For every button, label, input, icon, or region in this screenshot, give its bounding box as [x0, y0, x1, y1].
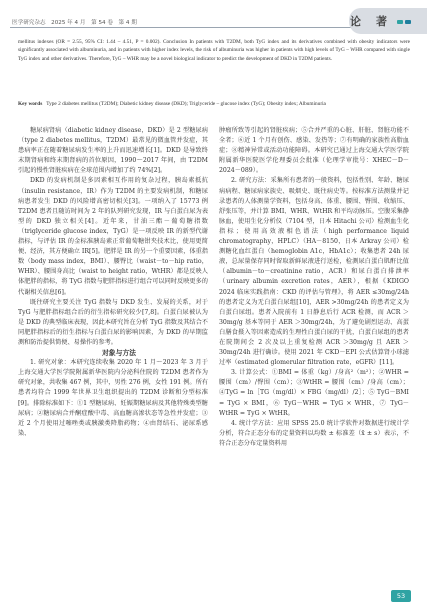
running-header: [10, 8, 417, 28]
paragraph: DKD 的发病机制是多因素相互作用的复杂过程，胰岛素抵抗（insulin resistance，IR）作为 T2DM 的主要发病机制，和糖尿病患者发生 DKD 的风险增高密切相关[3]。一项纳入了 15773 例 T2DM 患者且随访时间为 2 年的队列研究发现，IR 与白蛋白尿为表型的 DKD 独立相关[4]。近年来，甘油三酯－葡萄糖指数（triglyceride glucose index，TyG）是一项反映 IR 的新型代谢指标，与评估 IR 的金标准胰岛素正常葡萄糖钳夹技术比，使用更简便、经济，其方便确立 IR[5]。肥胖是 IR 的另一个重要因素，体重指数（body mass index，BMI）、腰臀比（waist－to－hip ratio，WHR）、腰围身高比（waist to height ratio，WtHR）都是反映人体肥胖的指标，将 TyG 指数与肥胖指标进行组合可以同时反映更多的代谢相关信息[6]。: [18, 177, 208, 296]
paragraph: 既往研究主要关注 TyG 指数与 DKD 发生、发展的关系，对于 TyG 与肥胖指标组合后的衍生指标研究较少[7,8]。白蛋白尿被认为是 DKD 的典型临床表现，因此本研究旨在分析 TyG 指数及其结合不同肥胖指标后的衍生指标与白蛋白尿的影响因素，为 DKD 的早期监测和防治提供简便、易操作的参考。: [18, 298, 208, 346]
paragraph: 4. 统计学方法：应用 SPSS 25.0 统计学软件对数据进行统计学分析，符合正态分布的定量资料以均数 ± 标准差（x̄ ± s）表示，不符合正态分布定量资料用: [219, 419, 409, 447]
paragraph: 2. 研究方法：采集所有患者的一般资料，包括性别、年龄、糖尿病病程、糖尿病家族史、吸烟史、既往病史等。按标准方法测量并记录患者的人体测量学资料，包括身高、体重、腰围、臀围、收缩压、舒张压等，并计算 BMI、WHR、WtHR 和平均动脉压。空腹采集静脉血，使用生化分析仪（7104 型，日本 Hitachi 公司）检测血生化指标；使用高效液相色谱法（high performance liquid chromatography，HPLC）（HA－8150，日本 Arkray 公司）检测糖化血红蛋白（hemoglobin A1c，HbA1c）；收集患者 24h 尿液，总尿量保存同时留取新鲜尿液进行送检，检测尿白蛋白肌酐比值（albumin－to－creatinine ratio，ACR）和尿白蛋白排泄率（urinary albumin excretion rates，AER），根据《KDIGO 2024 临床实践指南：CKD 的评估与管理》，将 AER ≤30mg/24h 的患者定义为无白蛋白尿组[10]，AER >30mg/24h 的患者定义为白蛋白尿组。患者入院前有 1 日静息后行 ACR 检测，而 ACR ＞30mg/g 基本等同于 AER ＞30mg/24h，为了避免剧烈运动、高蛋白膳食摄入等因素造成的生理性白蛋白尿的干扰，白蛋白尿组的患者在院期间会 2 次及以上重复检测 ACR ＞30mg/g 且 AER ＞30mg/24h 进行确诊。使用 2021 年 CKD－EPI 公式估算肾小球滤过率（estimated glomerular filtration rate，eGFR）[11]。: [219, 177, 409, 367]
page-number: 53: [391, 590, 411, 602]
section-heading: 对象与方法: [102, 349, 136, 358]
keywords-text: Type 2 diabetes mellitus (T2DM); Diabetic kidney disease (DKD); Triglyceride – glucose index (TyG); Obesity index; Albuminuria: [46, 101, 326, 107]
english-abstract: [18, 38, 410, 63]
paragraph: 肿瘤所致等引起的肾脏疾病；⑤合并严重的心脏、肝脏、肾脏功能不全者；⑥近 1 个月有创伤、感染、发热等；⑦有明确的家族性高脂血症；⑧精神异常或活动功能障碍。本研究已通过上海交通大学医学院附属新华医院医学伦理委员会批准（伦理学审批号：XHEC－D－2024－089）。: [219, 127, 409, 175]
journal-info: 医学研究杂志 2025 年 4 月 第 54 卷 第 4 期: [12, 20, 137, 26]
formula-paragraph: 3. 计算公式：①BMI = 体重（kg）/身高²（m²）；②WHR = 腰围（cm）/臀围（cm）；③WtHR = 腰围（cm）/身高（cm）；④TyG = ln［TG（mg/dl）× FBG（mg/dl）/2］；⑤ TyG－BMI = TyG × BMI，⑥ TyG－WHR = TyG × WHR，⑦ TyG－WtHR = TyG × WtHR。: [219, 369, 409, 417]
paragraph: 糖尿病肾病（diabetic kidney disease，DKD）是 2 型糖尿病（type 2 diabetes mellitus，T2DM）最常见的微血管并发症，其患病率正在随着糖尿病发生率的上升而迅速增长[1]。DKD 是导致终末期肾病和终末期肾病的首位原因，1990～2017 年间，由 T2DM 引起的慢性肾脏疾病在全球范围内增加了约 74%[2]。: [18, 127, 208, 175]
paragraph: 1. 研究对象：本研究连续收集 2020 年 1 月～2023 年 3 月于上海交通大学医学院附属新华医院内分泌科住院的 T2DM 患者作为研究对象，共收集 467 例，其中，男性 276 例，女性 191 例。所有患者均符合 1999 年世界卫生组织提出的 T2DM 诊断和分型标准[9]。排除标准如下：①1 型糖尿病、妊娠期糖尿病及其他特殊类型糖尿病；②糖尿病合并酮症酸中毒、高血糖高渗状态等急性并发症；③近 2 个月使用过噻唑类或胰激类降脂药物；④由肾结石、泌尿系感染、: [18, 359, 208, 437]
decorative-dot: [405, 20, 411, 24]
section-tab: [349, 8, 427, 34]
keywords-label: Key words: [18, 101, 43, 107]
section-label: 论 著: [350, 15, 389, 28]
left-column: [18, 126, 208, 439]
keywords-line: [18, 100, 410, 108]
decorative-dot: [397, 20, 403, 24]
abstract-body: mellitus indexes (OR = 2.55, 95% CI: 1.44 – 4.51, P = 0.002). Conclusion In patients with T2DM, both TyG index and its derivatives combined with obesity indicators were significantly associated with albuminuria, and in patients with higher index levels, the risk of albuminuria was higher in patients with high levels of TyG – WHR compared with single TyG index and other derivatives. Therefore, TyG – WHR may be a novel biological indicator to predict the development of DKD in T2DM patients.: [18, 39, 410, 62]
header-rule: [10, 27, 355, 28]
right-column: [219, 126, 409, 449]
